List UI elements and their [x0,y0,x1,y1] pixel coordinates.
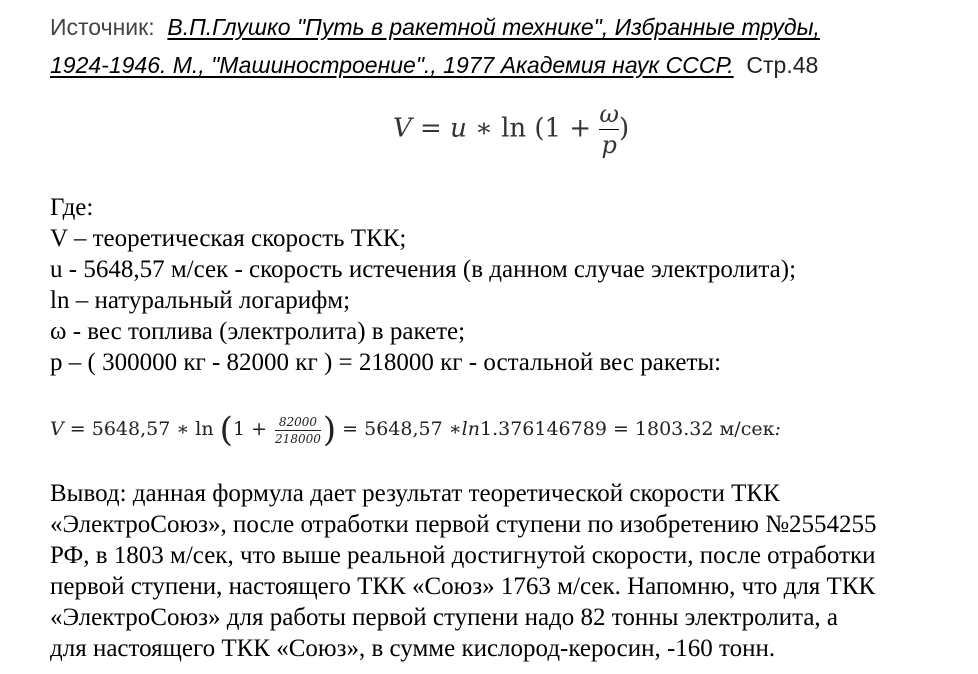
formula-calc-part1: = 5648,57 ∗ ln [69,418,214,440]
definition-omega: ω - вес топлива (электролита) в ракете; [50,318,466,345]
source-line-1 [50,13,820,41]
definition-ln: ln – натуральный логарифм; [50,287,351,314]
definitions-intro: Где: [50,194,94,221]
formula-main-u: u [450,113,467,144]
formula-calc-part2: = 5648,57 ∗ [342,418,462,440]
formula-calc-close-paren: ) [322,410,337,450]
formula-main-open: (1 + [534,113,592,144]
formula-calc-numerator: 82000 [278,414,318,429]
source-citation-part1: В.П.Глушко "Путь в ракетной технике", Избранные труды, [167,14,820,40]
fraction-bar [275,430,321,431]
formula-main-eq: = [420,113,442,144]
formula-calc-lhs: V [50,418,64,440]
formula-calculation [50,410,781,450]
formula-calc-open-paren: ( [219,410,233,450]
definition-v: V – теоретическая скорость ТКК; [50,225,407,252]
formula-main-numerator: ω [599,100,619,128]
conclusion-line-4: первой ступени, настоящего ТКК «Союз» 1763 м/сек. Напомню, что для ТКК [50,573,876,600]
formula-calc-ln: ln [461,418,480,440]
formula-main [393,100,629,159]
definition-u: u - 5648,57 м/сек - скорость истечения (в данном случае электролита); [50,256,797,283]
formula-main-denominator: p [601,131,617,159]
conclusion-line-5: «ЭлектроСоюз» для работы первой ступени надо 82 тонны электролита, а [50,604,839,631]
formula-main-fraction [599,100,619,159]
conclusion-line-2: «ЭлектроСоюз», после отработки первой ступени по изобретению №2554255 [50,511,877,538]
formula-main-ln: ln [501,113,527,144]
fraction-bar [599,129,619,130]
formula-calc-one-plus: 1 + [232,418,267,440]
formula-main-close: ) [618,113,630,144]
source-line-2 [50,51,818,79]
formula-calc-result: 1.376146789 = 1803.32 м/сек [479,418,775,440]
formula-calc-denominator: 218000 [275,431,321,446]
source-citation-part2: 1924-1946. М., "Машиностроение"., 1977 Академия наук СССР. [50,52,734,78]
formula-main-lhs: V [393,113,412,144]
formula-main-op: ∗ [475,113,493,144]
definition-p: p – ( 300000 кг - 82000 кг ) = 218000 кг - остальной вес ракеты: [50,349,722,376]
conclusion-line-1: Вывод: данная формула дает результат теоретической скорости ТКК [50,480,780,507]
source-label: Источник: [50,14,155,40]
formula-calc-fraction [275,415,321,446]
formula-calc-tail: : [774,418,781,440]
conclusion-line-3: РФ, в 1803 м/сек, что выше реальной достигнутой скорости, после отработки [50,542,876,569]
conclusion-line-6: для настоящего ТКК «Союз», в сумме кислород-керосин, -160 тонн. [50,635,776,662]
source-page: Стр.48 [746,52,819,78]
